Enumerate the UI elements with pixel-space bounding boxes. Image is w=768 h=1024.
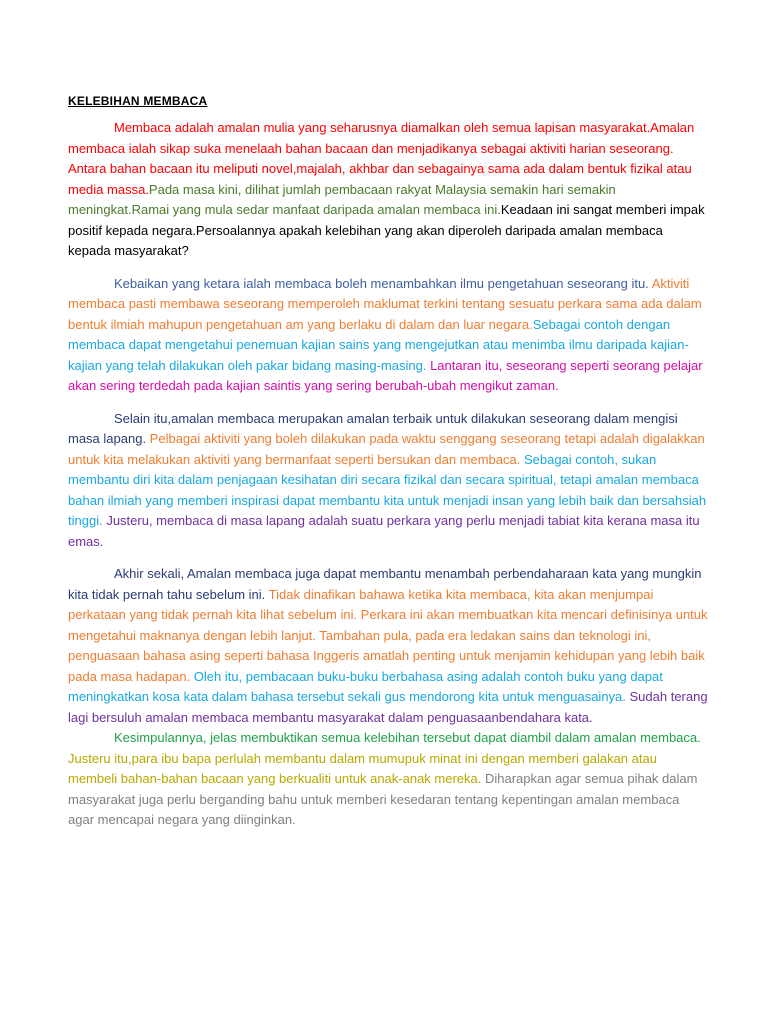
paragraph-segment: Pelbagai aktiviti yang boleh dilakukan pada waktu senggang seseorang tetapi adalah digalakkan untuk kita melakukan aktiviti yang bermanfaat seperti bersukan dan membaca. xyxy=(68,431,705,467)
paragraph-segment: Oleh itu, pembacaan buku-buku berbahasa asing adalah contoh buku yang dapat meningkatkan kosa kata dalam bahasa tersebut sekali gus mendorong kita untuk menguasainya. xyxy=(68,668,663,704)
paragraph-intro xyxy=(68,118,708,262)
paragraph-segment: Sudah terang lagi bersuluh amalan membaca membantu masyarakat dalam penguasaanbendahara kata. xyxy=(68,689,708,725)
paragraph-segment: Sebagai contoh dengan membaca dapat mengetahui penemuan kajian sains yang mengejutkan atau menimba ilmu daripada kajian-kajian yang telah dilakukan oleh pakar bidang masing-masing. xyxy=(68,316,689,373)
paragraph-point-one xyxy=(68,274,708,397)
paragraph-segment: Justeru, membaca di masa lapang adalah suatu perkara yang perlu menjadi tabiat kita kerana masa itu emas. xyxy=(68,513,700,549)
paragraph-segment: Akhir sekali, Amalan membaca juga dapat membantu menambah perbendaharaan kata yang mungkin kita tidak pernah tahu sebelum ini. xyxy=(68,566,702,602)
paragraph-point-three xyxy=(68,564,708,728)
document-title: KELEBIHAN MEMBACA xyxy=(68,94,208,108)
paragraph-segment: Pada masa kini, dilihat jumlah pembacaan rakyat Malaysia semakin hari semakin meningkat.Ramai yang mula sedar manfaat daripada amalan membaca ini. xyxy=(68,181,616,217)
paragraph-segment: Kebaikan yang ketara ialah membaca boleh menambahkan ilmu pengetahuan seseorang itu. xyxy=(114,275,652,291)
paragraph-segment: Tidak dinafikan bahawa ketika kita membaca, kita akan menjumpai perkataan yang tidak pernah kita lihat sebelum ini. Perkara ini akan membuatkan kita mencari definisinya untuk mengetahui maknanya dengan lebih lanjut. Tambahan pula, pada era ledakan sains dan teknologi ini, penguasaan bahasa asing seperti bahasa Inggeris amatlah penting untuk menjamin kehidupan yang lebih baik pada masa hadapan. xyxy=(68,586,708,684)
paragraph-segment: Selain itu,amalan membaca merupakan amalan terbaik untuk dilakukan seseorang dalam mengisi masa lapang. xyxy=(68,410,678,446)
paragraph-point-two xyxy=(68,409,708,553)
paragraph-conclusion xyxy=(68,728,708,831)
paragraph-segment: Aktiviti membaca pasti membawa seseorang memperoleh maklumat terkini tentang sesuatu perkara sama ada dalam bentuk ilmiah mahupun pengetahuan am yang berlaku di dalam dan luar negara. xyxy=(68,275,702,332)
paragraph-segment: Sebagai contoh, sukan membantu diri kita dalam penjagaan kesihatan diri secara fizikal dan secara spiritual, tetapi amalan membaca bahan ilmiah yang memberi inspirasi dapat membantu kita untuk menjadi insan yang lebih baik dan bersahsiah tinggi. xyxy=(68,451,707,528)
paragraph-segment: Justeru itu,para ibu bapa perlulah membantu dalam mumupuk minat ini dengan memberi galakan atau membeli bahan-bahan bacaan yang berkualiti untuk anak-anak mereka. xyxy=(68,750,657,786)
paragraph-segment: Membaca adalah amalan mulia yang seharusnya diamalkan oleh semua lapisan masyarakat.Amalan membaca ialah sikap suka menelaah bahan bacaan dan menjadikanya sebagai aktiviti harian seseorang. Antara bahan bacaan itu meliputi novel,majalah, akhbar dan sebagainya sama ada dalam bentuk fizikal atau media massa. xyxy=(68,120,695,197)
paragraph-segment: Diharapkan agar semua pihak dalam masyarakat juga perlu berganding bahu untuk memberi kesedaran tentang kepentingan amalan membaca agar mencapai negara yang diinginkan. xyxy=(68,771,698,827)
paragraph-segment: Keadaan ini sangat memberi impak positif kepada negara.Persoalannya apakah kelebihan yang akan diperoleh daripada amalan membaca kepada masyarakat? xyxy=(68,202,705,258)
paragraph-segment: Kesimpulannya, jelas membuktikan semua kelebihan tersebut dapat diambil dalam amalan membaca. xyxy=(114,730,701,745)
paragraph-segment: Lantaran itu, seseorang seperti seorang pelajar akan sering terdedah pada kajian saintis yang sering berubah-ubah mengikut zaman. xyxy=(68,357,703,393)
